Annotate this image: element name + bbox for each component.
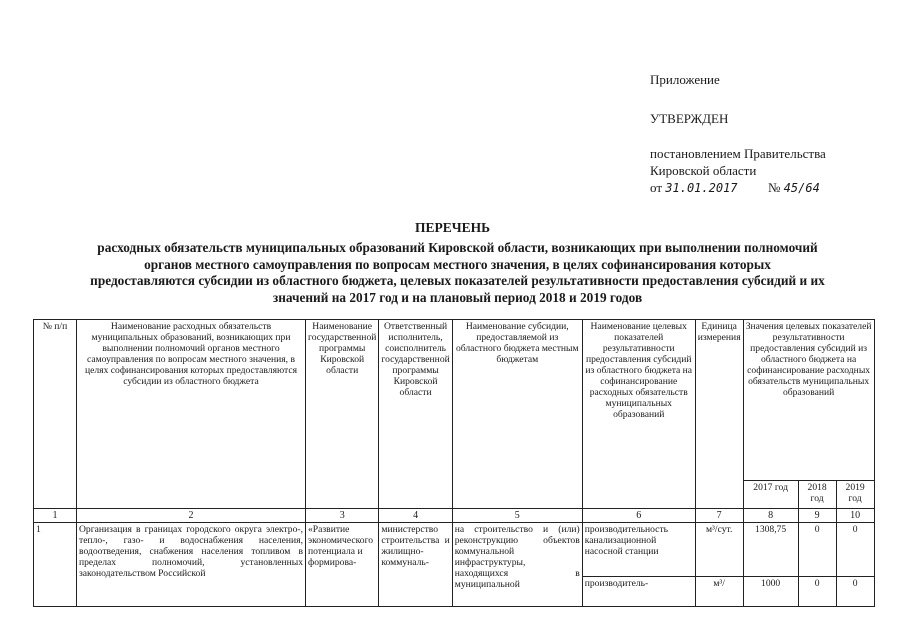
row-responsible: министерство строительства и жилищно-коммуналь- — [379, 523, 452, 607]
header-program: Наименование государственной программы Кировской области — [306, 320, 379, 509]
indicator-name: производитель- — [582, 577, 695, 607]
header-obligation: Наименование расходных обязательств муниципальных образований, возникающих при выполнении полномочий органов местного самоуправления по вопросам местного значения, в целях софинансирования которых предоставляются субсидии из областного бюджета — [77, 320, 306, 509]
col-number-9: 9 — [798, 509, 836, 523]
handwritten-date: 31.01.2017 — [665, 181, 738, 195]
decree-date-line — [650, 178, 820, 198]
indicator-unit: м³/сут. — [695, 523, 743, 577]
document-title: ПЕРЕЧЕНЬ — [414, 220, 491, 235]
header-year-2018: 2018 год — [798, 481, 836, 509]
header-values: Значения целевых показателей результативности предоставления субсидий из областного бюджета на софинансирование расходных обязательств муниципальных образований — [743, 320, 874, 481]
value-2018: 0 — [798, 523, 836, 577]
header-unit: Единица измерения — [695, 320, 743, 509]
value-2017: 1000 — [743, 577, 798, 607]
value-2019: 0 — [836, 577, 874, 607]
col-number-2: 2 — [77, 509, 306, 523]
header-indicator: Наименование целевых показателей результативности предоставления субсидий из областного бюджета на софинансирование расходных обязательств муниципальных образований — [582, 320, 695, 509]
header-num: № п/п — [34, 320, 77, 509]
appendix-label: Приложение — [650, 72, 720, 87]
from-label: от — [650, 180, 663, 195]
col-number-4: 4 — [379, 509, 452, 523]
table-row — [34, 523, 875, 577]
col-number-7: 7 — [695, 509, 743, 523]
col-number-5: 5 — [452, 509, 582, 523]
value-2019: 0 — [836, 523, 874, 577]
row-subsidy: на строительство и (или) реконструкцию объектов коммунальной инфраструктуры, находящихся в муниципальной — [452, 523, 582, 607]
value-2017: 1308,75 — [743, 523, 798, 577]
header-year-2017: 2017 год — [743, 481, 798, 509]
number-label: № — [768, 180, 781, 195]
indicator-unit: м³/ — [695, 577, 743, 607]
header-responsible: Ответственный исполнитель, соисполнитель государственной программы Кировской области — [379, 320, 452, 509]
indicator-name: производительность канализационной насосной станции — [582, 523, 695, 577]
col-number-1: 1 — [34, 509, 77, 523]
row-obligation: Организация в границах городского округа электро-, тепло-, газо- и водоснабжения населения, водоотведения, снабжения населения топливом в пределах полномочий, установленных законодательством Российской — [77, 523, 306, 607]
value-2018: 0 — [798, 577, 836, 607]
handwritten-number: 45/64 — [783, 181, 820, 195]
decree-line-2: Кировской области — [650, 163, 757, 178]
obligations-table — [33, 319, 875, 607]
document-subtitle: расходных обязательств муниципальных образований Кировской области, возникающих при выполнении полномочий органов местного самоуправления по вопросам местного значения, в целях софинансирования которых предоставляются субсидии из областного бюджета, целевых показателей результативности предоставления субсидий и их значений на 2017 год и на плановый период 2018 и 2019 годов — [90, 240, 825, 305]
approved-label: УТВЕРЖДЕН — [650, 111, 729, 126]
col-number-3: 3 — [306, 509, 379, 523]
decree-line-1: постановлением Правительства — [650, 146, 826, 161]
col-number-6: 6 — [582, 509, 695, 523]
row-program: «Развитие экономического потенциала и формирова- — [306, 523, 379, 607]
header-row — [34, 320, 875, 481]
column-numbers-row — [34, 509, 875, 523]
col-number-8: 8 — [743, 509, 798, 523]
col-number-10: 10 — [836, 509, 874, 523]
header-year-2019: 2019 год — [836, 481, 874, 509]
header-subsidy: Наименование субсидии, предоставляемой из областного бюджета местным бюджетам — [452, 320, 582, 509]
row-num: 1 — [34, 523, 77, 607]
